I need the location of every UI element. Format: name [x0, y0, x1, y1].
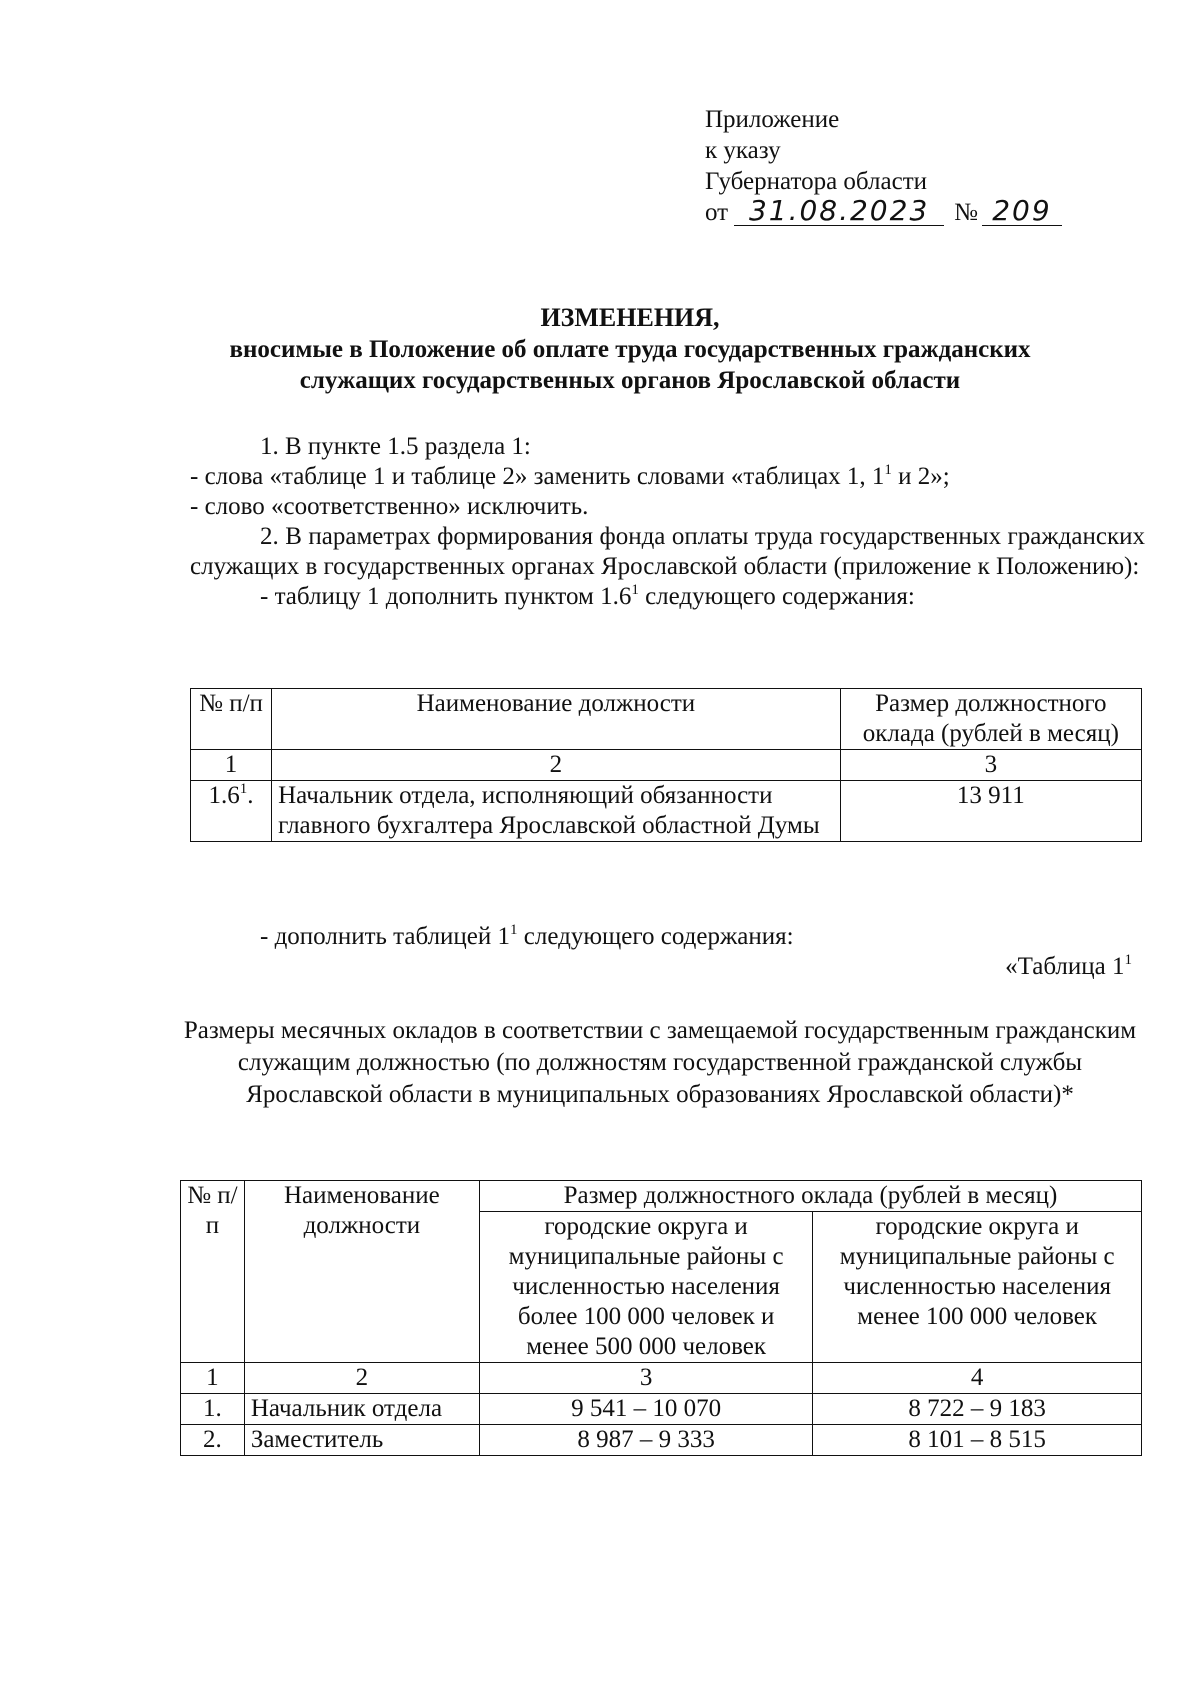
row-salary-small: 8 722 – 9 183 — [813, 1394, 1142, 1425]
row-num — [191, 781, 272, 842]
paragraph-5-text: - таблицу 1 дополнить пунктом 1.6 — [260, 583, 632, 610]
row-position: Заместитель — [244, 1425, 479, 1456]
table-header-row — [181, 1181, 1142, 1212]
colnum-3: 3 — [479, 1363, 812, 1394]
colnum-1: 1 — [191, 750, 272, 781]
row-num: 1. — [181, 1394, 245, 1425]
paragraph-1: 1. В пункте 1.5 раздела 1: — [260, 433, 531, 460]
paragraph-5 — [190, 582, 1145, 612]
row-num-suffix: . — [247, 782, 254, 809]
title-line-2: вносимые в Положение об оплате труда государственных гражданских — [229, 336, 1031, 363]
appendix-header — [705, 104, 1062, 228]
add-table-tail: следующего содержания: — [517, 923, 794, 950]
table-row — [191, 781, 1142, 842]
header-num: № п/п — [181, 1181, 245, 1363]
table-colnum-row — [191, 750, 1142, 781]
date-prefix: от — [705, 199, 729, 226]
colnum-2: 2 — [272, 750, 841, 781]
colnum-4: 4 — [813, 1363, 1142, 1394]
superscript: 1 — [884, 462, 892, 478]
header-salary: Размер должностного оклада (рублей в месяц) — [840, 689, 1141, 750]
paragraph-5-tail: следующего содержания: — [638, 583, 915, 610]
appendix-date-line — [705, 194, 1062, 228]
superscript: 1 — [1124, 952, 1132, 968]
title-line-1: ИЗМЕНЕНИЯ, — [540, 303, 720, 332]
paragraph-2-text: - слова «таблице 1 и таблице 2» заменить словами «таблицах 1, 1 — [190, 463, 885, 490]
header-position: Наименование должности — [244, 1181, 479, 1363]
row-salary-small: 8 101 – 8 515 — [813, 1425, 1142, 1456]
table-label-text: «Таблица 1 — [1005, 953, 1125, 980]
row-salary: 13 911 — [840, 781, 1141, 842]
colnum-3: 3 — [840, 750, 1141, 781]
table-label — [1005, 952, 1132, 982]
table-row — [181, 1394, 1142, 1425]
colnum-1: 1 — [181, 1363, 245, 1394]
number-sign: № — [954, 199, 978, 226]
header-small-municipalities: городские округа и муниципальные районы с численностью населения менее 100 000 человек — [813, 1212, 1142, 1363]
row-num: 2. — [181, 1425, 245, 1456]
paragraph-4: 2. В параметрах формирования фонда оплаты труда государственных гражданских служащих в государственных органах Ярославской области (приложение к Положению): — [190, 523, 1145, 580]
handwritten-date: 31.08.2023 — [734, 197, 944, 226]
title-line-3: служащих государственных органов Ярославской области — [299, 367, 961, 394]
paragraph-3: - слово «соответственно» исключить. — [190, 493, 589, 520]
row-num-text: 1.6 — [208, 782, 240, 809]
add-table-text: - дополнить таблицей 1 — [260, 923, 511, 950]
appendix-line-2: к указу — [705, 137, 781, 164]
table-colnum-row — [181, 1363, 1142, 1394]
superscript: 1 — [239, 781, 248, 797]
header-salary: Размер должностного оклада (рублей в месяц) — [479, 1181, 1141, 1212]
table-2-title: Размеры месячных окладов в соответствии с замещаемой государственным гражданским служащим должностью (по должностям государственной гражданской службы Ярославской области в муниципальных образованиях Ярославской области)* — [183, 1017, 1137, 1108]
document-title — [180, 302, 1080, 396]
superscript: 1 — [510, 922, 518, 938]
row-position: Начальник отдела, исполняющий обязанности главного бухгалтера Ярославской областной Думы — [272, 781, 841, 842]
row-salary-large: 9 541 – 10 070 — [479, 1394, 812, 1425]
handwritten-number: 209 — [982, 197, 1062, 226]
paragraph-2 — [190, 462, 1145, 492]
superscript: 1 — [631, 582, 639, 598]
paragraph-2-tail: и 2»; — [891, 463, 950, 490]
colnum-2: 2 — [244, 1363, 479, 1394]
add-table-line — [260, 922, 794, 952]
table-1-1 — [180, 1180, 1142, 1456]
header-num: № п/п — [191, 689, 272, 750]
table-row — [181, 1425, 1142, 1456]
table-1-addition — [190, 688, 1142, 842]
row-salary-large: 8 987 – 9 333 — [479, 1425, 812, 1456]
table-header-row — [191, 689, 1142, 750]
row-position: Начальник отдела — [244, 1394, 479, 1425]
document-body — [190, 432, 1145, 612]
header-large-municipalities: городские округа и муниципальные районы с численностью населения более 100 000 человек и менее 500 000 человек — [479, 1212, 812, 1363]
appendix-line-3: Губернатора области — [705, 168, 927, 195]
header-position: Наименование должности — [272, 689, 841, 750]
appendix-line-1: Приложение — [705, 106, 840, 133]
